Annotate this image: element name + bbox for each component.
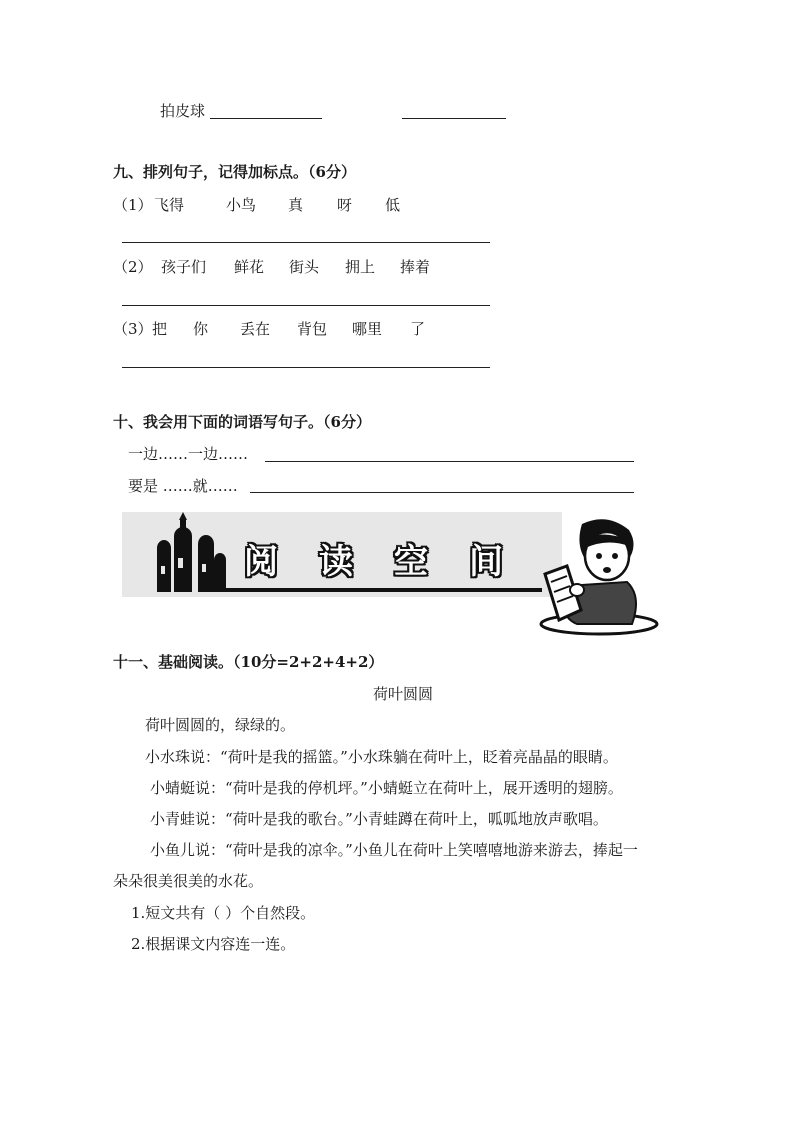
prompt-phrase: 一边……一边…… bbox=[128, 445, 249, 463]
word: 低 bbox=[385, 196, 401, 214]
castle-icon bbox=[150, 508, 230, 594]
word: 捧着 bbox=[400, 258, 431, 276]
passage-paragraph: 小水珠说：“荷叶是我的摇篮。”小水珠躺在荷叶上，眨着亮晶晶的眼睛。 bbox=[145, 748, 618, 766]
word: 背包 bbox=[297, 320, 328, 338]
passage-paragraph: 朵朵很美很美的水花。 bbox=[113, 872, 264, 890]
question: 1.短文共有（ ）个自然段。 bbox=[131, 904, 316, 922]
answer-line[interactable] bbox=[250, 492, 634, 493]
passage-paragraph: 小蜻蜓说：“荷叶是我的停机坪。”小蜻蜓立在荷叶上，展开透明的翅膀。 bbox=[150, 779, 623, 797]
boy-reading-icon bbox=[537, 516, 662, 636]
word: 呀 bbox=[337, 196, 353, 214]
answer-line[interactable] bbox=[265, 461, 634, 462]
word: 你 bbox=[193, 320, 209, 338]
answer-line[interactable] bbox=[122, 242, 490, 243]
item-number: （1） bbox=[113, 196, 153, 214]
item-number: （3） bbox=[113, 320, 153, 338]
word: 哪里 bbox=[352, 320, 383, 338]
banner-char: 空 bbox=[394, 542, 428, 582]
word: 拥上 bbox=[345, 258, 376, 276]
word: 小鸟 bbox=[226, 196, 257, 214]
banner-char: 读 bbox=[319, 542, 353, 582]
passage-title: 荷叶圆圆 bbox=[373, 685, 434, 703]
section-9-title: 九、排列句子，记得加标点。（6分） bbox=[113, 163, 356, 181]
item-number: （2） bbox=[113, 258, 153, 276]
reading-space-banner bbox=[122, 508, 662, 636]
section-10-title: 十、我会用下面的词语写句子。（6分） bbox=[113, 413, 371, 431]
top-label: 拍皮球 bbox=[160, 102, 206, 120]
word: 了 bbox=[410, 320, 426, 338]
answer-line[interactable] bbox=[122, 305, 490, 306]
passage-paragraph: 荷叶圆圆的，绿绿的。 bbox=[145, 716, 296, 734]
answer-line[interactable] bbox=[210, 118, 322, 119]
answer-line[interactable] bbox=[402, 118, 506, 119]
prompt-phrase: 要是 ……就…… bbox=[128, 477, 238, 495]
word: 丢在 bbox=[240, 320, 271, 338]
word: 飞得 bbox=[154, 196, 185, 214]
section-11-title: 十一、基础阅读。（10分=2+2+4+2） bbox=[113, 653, 384, 671]
word: 真 bbox=[288, 196, 304, 214]
banner-baseline bbox=[222, 588, 542, 592]
word: 街头 bbox=[289, 258, 320, 276]
banner-char: 间 bbox=[469, 542, 503, 582]
answer-line[interactable] bbox=[122, 367, 490, 368]
banner-char: 阅 bbox=[244, 542, 278, 582]
word: 孩子们 bbox=[161, 258, 207, 276]
passage-paragraph: 小青蛙说：“荷叶是我的歌台。”小青蛙蹲在荷叶上，呱呱地放声歌唱。 bbox=[150, 810, 608, 828]
word: 把 bbox=[152, 320, 168, 338]
question: 2.根据课文内容连一连。 bbox=[131, 935, 296, 953]
passage-paragraph: 小鱼儿说：“荷叶是我的凉伞。”小鱼儿在荷叶上笑嘻嘻地游来游去，捧起一 bbox=[150, 841, 638, 859]
word: 鲜花 bbox=[234, 258, 265, 276]
